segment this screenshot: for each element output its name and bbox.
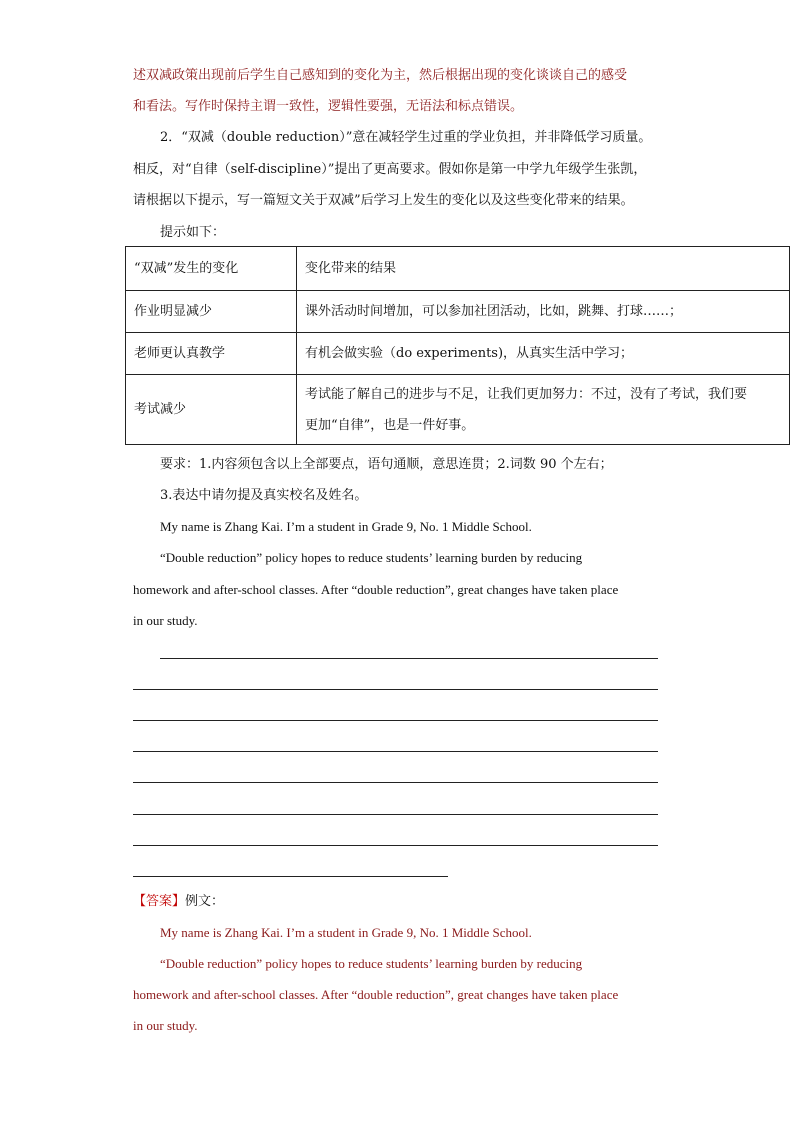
hint-table [125,246,790,445]
table-cell-result-line-2: 更加“自律”，也是一件好事。 [305,417,475,433]
answer-line-1: My name is Zhang Kai. I’m a student in Grade 9, No. 1 Middle School. [160,925,532,940]
answer-heading [133,892,674,912]
question-line-2: 相反，对“自律（self-discipline）”提出了更高要求。假如你是第一中学九年级学生张凯， [133,162,647,177]
writing-line[interactable] [160,658,658,659]
answer-line-3: homework and after-school classes. After “double reduction”, great changes have taken place [133,987,619,1002]
writing-line[interactable] [133,689,658,690]
writing-line[interactable] [133,845,658,846]
intro-line-1: 述双减政策出现前后学生自己感知到的变化为主，然后根据出现的变化谈谈自己的感受 [133,68,628,83]
writing-line[interactable] [133,814,658,815]
table-cell-result: 有机会做实验（do experiments)，从真实生活中学习； [297,333,790,375]
requirements-line-1: 要求：1.内容须包含以上全部要点，语句通顺，意思连贯；2.词数 90 个左右； [160,457,613,472]
answer-line-4: in our study. [133,1018,198,1033]
requirements-line-2: 3.表达中请勿提及真实校名及姓名。 [160,488,368,503]
table-header-row [126,247,790,291]
table-cell-change: 作业明显减少 [126,291,297,333]
table-cell-change: 老师更认真教学 [126,333,297,375]
table-cell-result [297,375,790,445]
answer-line-2: “Double reduction” policy hopes to reduce students’ learning burden by reducing [160,956,583,971]
table-row [126,291,790,333]
intro-line-2: 和看法。写作时保持主谓一致性，逻辑性要强，无语法和标点错误。 [133,99,524,114]
table-header-change: “双减”发生的变化 [126,247,297,291]
answer-tag: 【答案】 [133,894,186,909]
table-cell-result-line-1: 考试能了解自己的进步与不足，让我们更加努力：不过，没有了考试，我们要 [305,386,748,402]
writing-line[interactable] [133,876,448,877]
starter-line-1: My name is Zhang Kai. I’m a student in Grade 9, No. 1 Middle School. [160,519,532,534]
table-cell-result: 课外活动时间增加，可以参加社团活动，比如，跳舞、打球……； [297,291,790,333]
answer-label: 例文： [185,894,225,909]
question-line-3: 请根据以下提示，写一篇短文关于双减”后学习上发生的变化以及这些变化带来的结果。 [133,193,634,208]
writing-line[interactable] [133,751,658,752]
table-row [126,333,790,375]
writing-line[interactable] [133,720,658,721]
table-header-result: 变化带来的结果 [297,247,790,291]
table-row [126,375,790,445]
hint-label: 提示如下： [160,225,226,240]
writing-line[interactable] [133,782,658,783]
starter-line-3: homework and after-school classes. After “double reduction”, great changes have taken place [133,582,619,597]
table-cell-change: 考试减少 [126,375,297,445]
question-line-1: 2．“双减（double reduction）”意在减轻学生过重的学业负担，并非降低学习质量。 [160,130,652,145]
starter-line-4: in our study. [133,613,198,628]
starter-line-2: “Double reduction” policy hopes to reduce students’ learning burden by reducing [160,550,583,565]
